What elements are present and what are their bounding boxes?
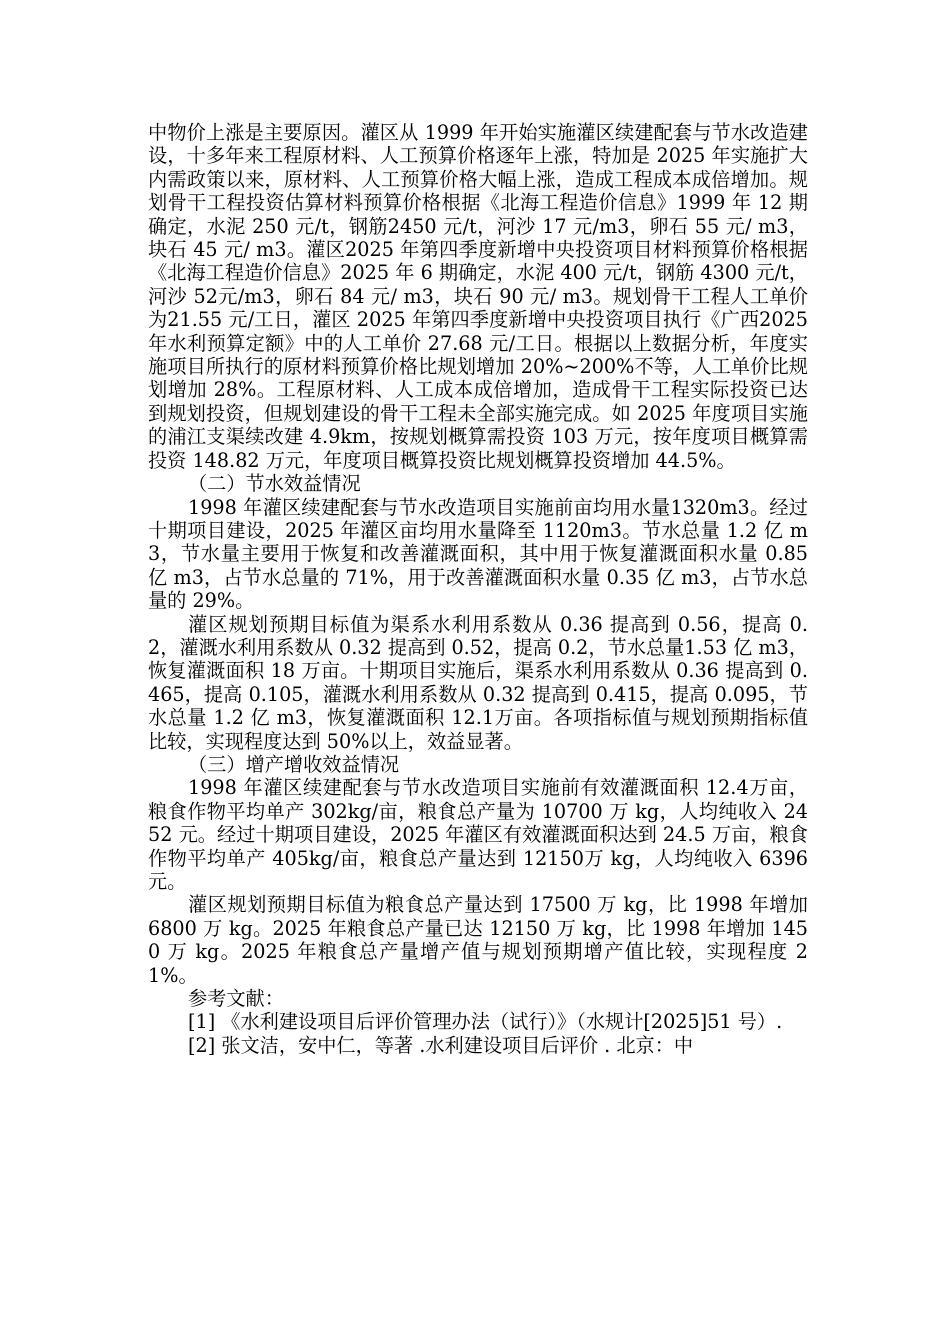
paragraph-price-analysis: 中物价上涨是主要原因。灌区从 1999 年开始实施灌区续建配套与节水改造建设，十多年来工程原材料、人工预算价格逐年上涨，特加是 2025 年实施扩大内需政策以来，原材料、人工预算价格大幅上涨，造成工程成本成倍增加。规划骨干工程投资估算材料预算价格根据《北海工程造价信息》1999 年 12 期确定，水泥 250 元/t，钢筋2450 元/t，河沙 17 元/m3，卵石 55 元/ m3，块石 45 元/ m3。灌区2025 年第四季度新增中央投资项目材料预算价格根据《北海工程造价信息》2025 年 6 期确定，水泥 400 元/t，钢筋 4300 元/t，河沙 52元/m3，卵石 84 元/ m3，块石 90 元/ m3。规划骨干工程人工单价为21.55 元/工日，灌区 2025 年第四季度新增中央投资项目执行《广西2025 年水利预算定额》中的人工单价 27.68 元/工日。根据以上数据分析，年度实施项目所执行的原材料预算价格比规划增加 20%~200%不等，人工单价比规划增加 28%。工程原材料、人工成本成倍增加，造成骨干工程实际投资已达到规划投资，但规划建设的骨干工程未全部实施完成。如 2025 年度项目实施的浦江支渠续改建 4.9km，按规划概算需投资 103 万元，按年度项目概算需投资 148.82 万元，年度项目概算投资比规划概算投资增加 44.5%。: [148, 121, 808, 472]
section-heading-water-saving: （二）节水效益情况: [188, 472, 361, 496]
paragraph-yield-income-1: 1998 年灌区续建配套与节水改造项目实施前有效灌溉面积 12.4万亩，粮食作物平均单产 302kg/亩，粮食总产量为 10700 万 kg，人均纯收入 2452 元。经过十期项目建设，2025 年灌区有效灌溉面积达到 24.5 万亩，粮食作物平均单产 405kg/亩，粮食总产量达到 12150万 kg，人均纯收入 6396 元。: [148, 776, 808, 893]
section-heading-yield-income: （三）增产增收效益情况: [188, 752, 400, 776]
body-text: [148, 121, 808, 1057]
reference-item-1: [1] 《水利建设项目后评价管理办法（试行）》（水规计[2025]51 号）.: [188, 1010, 783, 1034]
paragraph-yield-income-2: 灌区规划预期目标值为粮食总产量达到 17500 万 kg，比 1998 年增加 6800 万 kg。2025 年粮食总产量已达 12150 万 kg，比 1998 年增加 1450 万 kg。2025 年粮食总产量增产值与规划预期增产值比较，实现程度 21%。: [148, 893, 808, 987]
paragraph-water-saving-1: 1998 年灌区续建配套与节水改造项目实施前亩均用水量1320m3。经过十期项目建设，2025 年灌区亩均用水量降至 1120m3。节水总量 1.2 亿 m3，节水量主要用于恢复和改善灌溉面积，其中用于恢复灌溉面积水量 0.85 亿 m3，占节水总量的 71%，用于改善灌溉面积水量 0.35 亿 m3，占节水总量的 29%。: [148, 495, 808, 613]
references-heading: 参考文献：: [188, 987, 284, 1011]
paragraph-water-saving-2: 灌区规划预期目标值为渠系水利用系数从 0.36 提高到 0.56，提高 0.2，灌溉水利用系数从 0.32 提高到 0.52，提高 0.2，节水总量1.53 亿 m3，恢复灌溉面积 18 万亩。十期项目实施后，渠系水利用系数从 0.36 提高到 0.465，提高 0.105，灌溉水利用系数从 0.32 提高到 0.415，提高 0.095，节水总量 1.2 亿 m3，恢复灌溉面积 12.1万亩。各项指标值与规划预期指标值比较，实现程度达到 50%以上，效益显著。: [148, 612, 809, 753]
reference-item-2: [2] 张文洁，安中仁，等著 .水利建设项目后评价 . 北京：中: [188, 1033, 694, 1057]
